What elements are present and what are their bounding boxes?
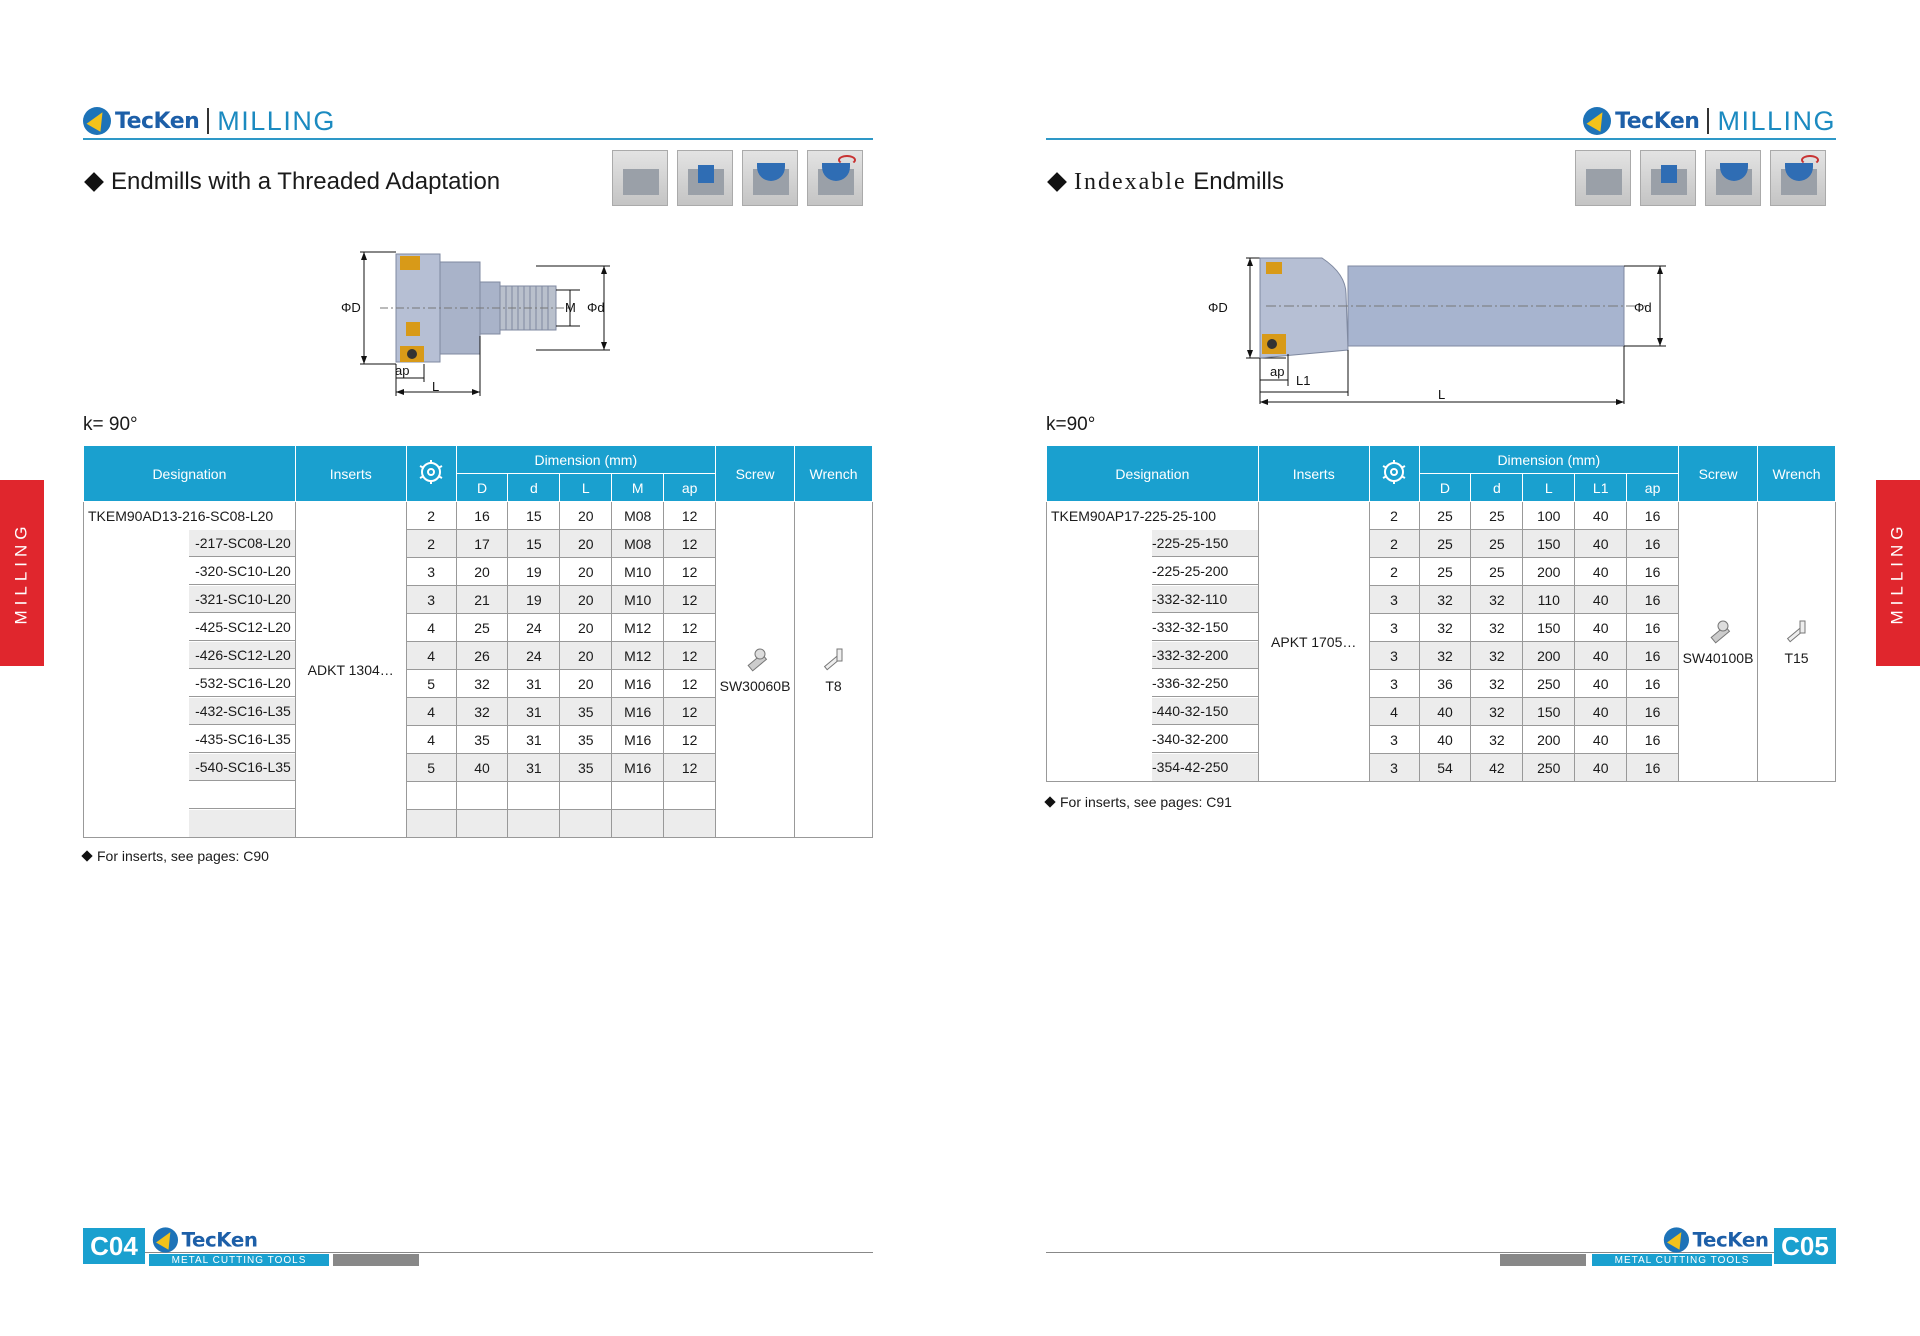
designation-prefix: TKEM90AP17 [1051, 507, 1140, 524]
header-rule [1046, 138, 1836, 140]
D-cell: 25 [456, 614, 508, 642]
designation-suffix: -321-SC10-L20 [189, 586, 295, 613]
teeth-cell: 2 [1369, 502, 1419, 530]
L-cell: 150 [1523, 698, 1575, 726]
D-cell: 26 [456, 642, 508, 670]
logo-text: TecKen [1692, 1228, 1769, 1252]
d-cell: 32 [1471, 614, 1523, 642]
col-M: M [612, 474, 664, 502]
col-L: L [560, 474, 612, 502]
d-cell: 19 [508, 558, 560, 586]
ap-cell: 12 [664, 698, 716, 726]
ap-cell: 12 [664, 614, 716, 642]
designation-suffix: -532-SC16-L20 [189, 670, 295, 697]
spec-table-right [1046, 445, 1836, 782]
footer-label: METAL CUTTING TOOLS [1592, 1254, 1772, 1266]
L1-cell: 40 [1575, 670, 1627, 698]
L1-cell: 40 [1575, 726, 1627, 754]
L1-cell: 40 [1575, 586, 1627, 614]
d-cell: 31 [508, 726, 560, 754]
designation-suffix: -332-32-200 [1152, 642, 1258, 669]
L-cell: 250 [1523, 754, 1575, 782]
ap-cell: 12 [664, 754, 716, 782]
tool-drawing [340, 246, 710, 406]
L-cell: 35 [560, 726, 612, 754]
designation-suffix: -435-SC16-L35 [189, 726, 295, 753]
logo-icon [153, 1227, 178, 1252]
tool-drawing [1226, 254, 1706, 414]
d-cell: 19 [508, 586, 560, 614]
d-cell: 32 [1471, 726, 1523, 754]
logo-icon [1664, 1227, 1689, 1252]
brand-logo [1583, 107, 1699, 135]
teeth-cell: 2 [1369, 558, 1419, 586]
ap-cell: 16 [1627, 754, 1679, 782]
designation-suffix: -425-SC12-L20 [189, 614, 295, 641]
screw-cell [716, 502, 795, 838]
header-rule [83, 138, 873, 140]
teeth-cell: 3 [1369, 670, 1419, 698]
D-cell: 21 [456, 586, 508, 614]
L-cell: 250 [1523, 670, 1575, 698]
d-cell: 25 [1471, 530, 1523, 558]
D-cell: 32 [456, 698, 508, 726]
diamond-bullet-icon [81, 850, 92, 861]
designation-suffix: -217-SC08-L20 [189, 530, 295, 557]
ap-cell: 12 [664, 558, 716, 586]
dim-d-label: Φd [1634, 300, 1652, 315]
col-wrench: Wrench [795, 446, 873, 502]
ap-cell: 16 [1627, 530, 1679, 558]
teeth-cell: 3 [1369, 642, 1419, 670]
teeth-cell: 3 [1369, 754, 1419, 782]
D-cell: 32 [1419, 642, 1471, 670]
designation-suffix: -216-SC08-L20 [177, 507, 274, 524]
dim-M-label: M [565, 300, 576, 315]
L-cell: 200 [1523, 642, 1575, 670]
side-tab-right [1876, 480, 1920, 666]
d-cell: 31 [508, 698, 560, 726]
col-teeth [406, 446, 456, 502]
table-row [84, 502, 873, 530]
wrench-icon [1782, 617, 1812, 647]
L1-cell: 40 [1575, 698, 1627, 726]
inserts-note [1046, 794, 1232, 810]
M-cell: M10 [612, 558, 664, 586]
d-cell: 15 [508, 502, 560, 530]
wrench-code: T8 [825, 678, 842, 694]
L1-cell: 40 [1575, 642, 1627, 670]
header-brand [83, 104, 336, 138]
table-row [1047, 502, 1836, 530]
designation-suffix: -320-SC10-L20 [189, 558, 295, 585]
teeth-cell: 4 [406, 642, 456, 670]
face-milling-icon [1575, 150, 1631, 206]
machining-mode-icons [1575, 150, 1826, 206]
D-cell: 17 [456, 530, 508, 558]
ap-cell: 16 [1627, 614, 1679, 642]
L1-cell: 40 [1575, 530, 1627, 558]
ap-cell: 12 [664, 726, 716, 754]
footer-logo [153, 1227, 258, 1252]
designation-suffix: -225-25-100 [1139, 507, 1216, 524]
designation-suffix: -440-32-150 [1152, 698, 1258, 725]
teeth-cell: 3 [1369, 726, 1419, 754]
L-cell: 20 [560, 614, 612, 642]
header-brand [1583, 104, 1836, 138]
spec-table-left [83, 445, 873, 838]
col-dimension: Dimension (mm) [456, 446, 715, 474]
D-cell: 40 [1419, 698, 1471, 726]
designation-suffix: -426-SC12-L20 [189, 642, 295, 669]
page-title [83, 168, 500, 196]
col-L: L [1523, 474, 1575, 502]
teeth-cell: 2 [1369, 530, 1419, 558]
screw-code: SW40100B [1682, 650, 1754, 666]
D-cell: 25 [1419, 502, 1471, 530]
teeth-cell: 2 [406, 502, 456, 530]
col-screw: Screw [1679, 446, 1758, 502]
kappa-label: k= 90° [83, 414, 138, 435]
ap-cell: 12 [664, 642, 716, 670]
col-inserts: Inserts [1258, 446, 1369, 502]
face-milling-icon [612, 150, 668, 206]
L-cell: 20 [560, 558, 612, 586]
ap-cell: 12 [664, 502, 716, 530]
designation-suffix: -340-32-200 [1152, 726, 1258, 753]
col-designation: Designation [1047, 446, 1259, 502]
d-cell: 24 [508, 614, 560, 642]
left-page [83, 0, 873, 1336]
teeth-cell: 3 [406, 558, 456, 586]
side-tab-label: MILLING [12, 521, 31, 625]
note-text: For inserts, see pages: C91 [1060, 794, 1232, 810]
M-cell: M12 [612, 642, 664, 670]
M-cell: M12 [612, 614, 664, 642]
L-cell: 20 [560, 502, 612, 530]
L-cell: 20 [560, 586, 612, 614]
dim-ap-label: ap [1270, 364, 1285, 379]
col-d: d [1471, 474, 1523, 502]
d-cell: 25 [1471, 558, 1523, 586]
ap-cell: 16 [1627, 642, 1679, 670]
d-cell: 24 [508, 642, 560, 670]
L1-cell: 40 [1575, 754, 1627, 782]
slot-milling-icon [1705, 150, 1761, 206]
teeth-cell: 5 [406, 670, 456, 698]
logo-icon [1583, 107, 1611, 135]
M-cell: M08 [612, 530, 664, 558]
designation-suffix: -540-SC16-L35 [189, 754, 295, 781]
col-ap: ap [1627, 474, 1679, 502]
L-cell: 150 [1523, 530, 1575, 558]
col-dimension: Dimension (mm) [1419, 446, 1678, 474]
L-cell: 110 [1523, 586, 1575, 614]
ap-cell: 16 [1627, 502, 1679, 530]
col-D: D [456, 474, 508, 502]
wrench-cell [795, 502, 873, 838]
col-D: D [1419, 474, 1471, 502]
D-cell: 40 [1419, 726, 1471, 754]
col-screw: Screw [716, 446, 795, 502]
teeth-cell: 4 [406, 726, 456, 754]
designation-suffix: -354-42-250 [1152, 754, 1258, 781]
side-tab-left [0, 480, 44, 666]
inserts-note [83, 848, 269, 864]
wrench-icon [819, 645, 849, 675]
d-cell: 31 [508, 670, 560, 698]
D-cell: 25 [1419, 530, 1471, 558]
ap-cell: 12 [664, 670, 716, 698]
M-cell: M16 [612, 726, 664, 754]
designation-suffix: -332-32-110 [1152, 586, 1258, 613]
D-cell: 32 [1419, 614, 1471, 642]
teeth-cell: 4 [1369, 698, 1419, 726]
screw-icon [740, 645, 770, 675]
teeth-cell: 3 [406, 586, 456, 614]
L1-cell: 40 [1575, 502, 1627, 530]
L-cell: 20 [560, 530, 612, 558]
M-cell: M10 [612, 586, 664, 614]
d-cell: 32 [1471, 642, 1523, 670]
col-wrench: Wrench [1758, 446, 1836, 502]
logo-text: TecKen [115, 108, 200, 134]
teeth-cell: 3 [1369, 586, 1419, 614]
ap-cell: 16 [1627, 586, 1679, 614]
D-cell: 32 [1419, 586, 1471, 614]
note-text: For inserts, see pages: C90 [97, 848, 269, 864]
shoulder-milling-icon [1640, 150, 1696, 206]
wrench-code: T15 [1784, 650, 1809, 666]
designation-cell [84, 502, 296, 530]
col-teeth [1369, 446, 1419, 502]
dim-D-label: ΦD [341, 300, 361, 315]
D-cell: 25 [1419, 558, 1471, 586]
designation-suffix: -225-25-200 [1152, 558, 1258, 585]
d-cell: 15 [508, 530, 560, 558]
screw-icon [1703, 617, 1733, 647]
diamond-bullet-icon [1044, 796, 1055, 807]
diamond-bullet-icon [1047, 172, 1067, 192]
screw-cell [1679, 502, 1758, 782]
logo-text: TecKen [1615, 108, 1700, 134]
section-name: MILLING [217, 105, 336, 136]
teeth-cell: 2 [406, 530, 456, 558]
teeth-cell: 3 [1369, 614, 1419, 642]
col-designation: Designation [84, 446, 296, 502]
d-cell: 32 [1471, 698, 1523, 726]
shoulder-milling-icon [677, 150, 733, 206]
cutter-teeth-icon [417, 458, 445, 486]
dim-L1-label: L1 [1296, 373, 1311, 388]
teeth-cell: 4 [406, 698, 456, 726]
L-cell: 200 [1523, 726, 1575, 754]
D-cell: 35 [456, 726, 508, 754]
slot-milling-icon [742, 150, 798, 206]
designation-suffix: -332-32-150 [1152, 614, 1258, 641]
ap-cell: 16 [1627, 670, 1679, 698]
title-text: Endmills with a Threaded Adaptation [111, 168, 501, 195]
designation-suffix: -432-SC16-L35 [189, 698, 295, 725]
screw-code: SW30060B [719, 678, 791, 694]
L-cell: 150 [1523, 614, 1575, 642]
wrench-cell [1758, 502, 1836, 782]
ap-cell: 16 [1627, 558, 1679, 586]
d-cell: 25 [1471, 502, 1523, 530]
teeth-cell: 5 [406, 754, 456, 782]
M-cell: M16 [612, 698, 664, 726]
D-cell: 54 [1419, 754, 1471, 782]
ap-cell: 12 [664, 530, 716, 558]
M-cell: M08 [612, 502, 664, 530]
machining-mode-icons [612, 150, 863, 206]
ramping-icon [807, 150, 863, 206]
L-cell: 35 [560, 754, 612, 782]
footer-label: METAL CUTTING TOOLS [149, 1254, 329, 1266]
insert-cell: APKT 1705… [1258, 502, 1369, 782]
D-cell: 40 [456, 754, 508, 782]
footer [1046, 1228, 1836, 1268]
D-cell: 32 [456, 670, 508, 698]
right-page [1046, 0, 1836, 1336]
teeth-cell: 4 [406, 614, 456, 642]
D-cell: 36 [1419, 670, 1471, 698]
kappa-label: k=90° [1046, 414, 1096, 435]
d-cell: 32 [1471, 670, 1523, 698]
M-cell: M16 [612, 670, 664, 698]
L1-cell: 40 [1575, 558, 1627, 586]
M-cell: M16 [612, 754, 664, 782]
L-cell: 20 [560, 670, 612, 698]
insert-cell: ADKT 1304… [295, 502, 406, 838]
designation-suffix: -225-25-150 [1152, 530, 1258, 557]
header-separator [1707, 108, 1709, 134]
d-cell: 31 [508, 754, 560, 782]
section-name: MILLING [1717, 105, 1836, 136]
logo-text: TecKen [181, 1228, 258, 1252]
page-number: C05 [1774, 1228, 1836, 1264]
brand-logo [83, 107, 199, 135]
dim-L-label: L [432, 379, 440, 394]
col-inserts: Inserts [295, 446, 406, 502]
designation-cell [1047, 502, 1259, 530]
footer [83, 1228, 873, 1268]
title-sans: Endmills [1186, 168, 1284, 195]
L-cell: 20 [560, 642, 612, 670]
dim-d-label: Φd [587, 300, 605, 315]
logo-icon [83, 107, 111, 135]
designation-suffix: -336-32-250 [1152, 670, 1258, 697]
col-L1: L1 [1575, 474, 1627, 502]
L-cell: 35 [560, 698, 612, 726]
col-d: d [508, 474, 560, 502]
L1-cell: 40 [1575, 614, 1627, 642]
dim-D-label: ΦD [1208, 300, 1228, 315]
col-ap: ap [664, 474, 716, 502]
ramping-icon [1770, 150, 1826, 206]
page-title [1046, 168, 1284, 196]
L-cell: 100 [1523, 502, 1575, 530]
dim-ap-label: ap [395, 363, 410, 378]
ap-cell: 16 [1627, 726, 1679, 754]
footer-logo [1664, 1227, 1769, 1252]
header-separator [207, 108, 209, 134]
ap-cell: 16 [1627, 698, 1679, 726]
D-cell: 16 [456, 502, 508, 530]
L-cell: 200 [1523, 558, 1575, 586]
side-tab-label: MILLING [1888, 521, 1907, 625]
page-number: C04 [83, 1228, 145, 1264]
title-serif: Indexable [1074, 169, 1187, 195]
d-cell: 42 [1471, 754, 1523, 782]
cutter-teeth-icon [1380, 458, 1408, 486]
ap-cell: 12 [664, 586, 716, 614]
d-cell: 32 [1471, 586, 1523, 614]
diamond-bullet-icon [84, 172, 104, 192]
dim-L-label: L [1438, 387, 1446, 402]
D-cell: 20 [456, 558, 508, 586]
designation-prefix: TKEM90AD13 [88, 507, 178, 524]
